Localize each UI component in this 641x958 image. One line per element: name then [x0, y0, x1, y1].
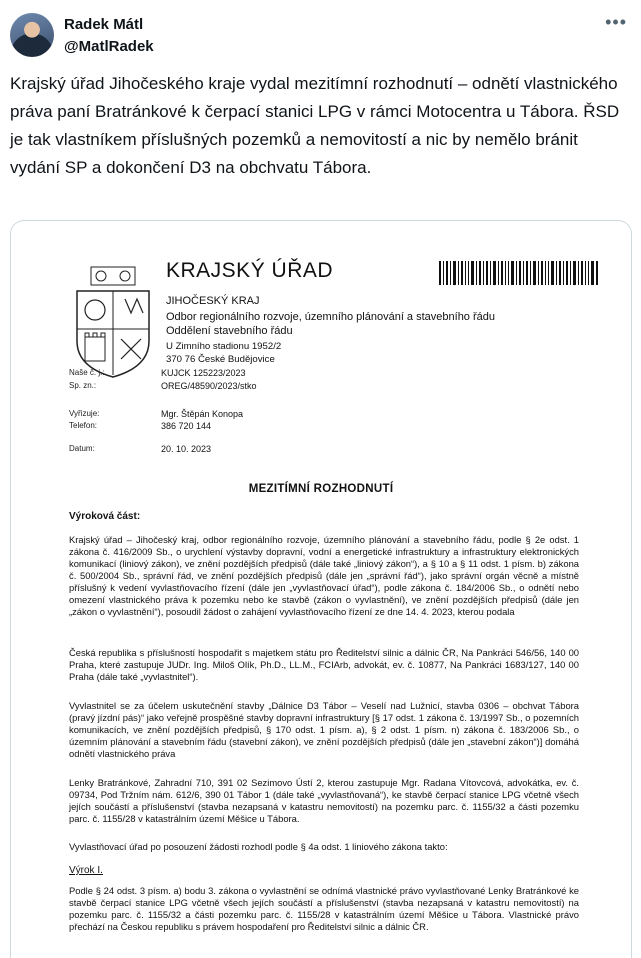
post-text: Krajský úřad Jihočeského kraje vydal mezitímní rozhodnutí – odnětí vlastnického práva paní Bratránkové k čerpací stanici LPG v rámci Motocentra u Tábora. ŘSD je tak vlastníkem příslušných pozemků a nemovitostí a nic by nemělo bránit vydání SP a dokončení D3 na obchvatu Tábora. — [10, 74, 620, 177]
document-subheading: Výroková část: — [69, 511, 141, 522]
header-line: JIHOČESKÝ KRAJ — [166, 295, 260, 307]
barcode-icon — [439, 261, 599, 289]
document-paragraph: Vyvlastňovací úřad po posouzení žádosti rozhodl podle § 4a odst. 1 liniového zákona takto: — [69, 841, 448, 852]
header-line: Odbor regionálního rozvoje, územního plánování a stavebního řádu — [166, 311, 495, 323]
attached-image[interactable] — [10, 220, 632, 958]
header-line: Oddělení stavebního řádu — [166, 325, 293, 337]
document-heading: MEZITÍMNÍ ROZHODNUTÍ — [248, 483, 394, 495]
meta-label: Datum: — [69, 444, 95, 453]
document-paragraph: Podle § 24 odst. 3 písm. a) bodu 3. zákona o vyvlastnění se odnímá vlastnické právo vyvlastňované Lenky Bratránkové ke stavbě čerpací stanice LPG včetně všech jejích součástí a příslušenství (stavba nezapsaná v katastru nemovitostí) na pozemku parc. č. 1155/32 a části pozemku parc. č. 1155/28 v katastrálním území Měšice u Tábora. Vlastnické právo přechází na Českou republiku s právem hospodaření pro Ředitelství silnic a dálnic ČR. — [69, 885, 579, 932]
meta-value: 386 720 144 — [161, 421, 212, 431]
meta-value: OREG/48590/2023/stko — [161, 381, 257, 391]
post-header — [0, 0, 641, 64]
header-line: U Zimního stadionu 1952/2 — [166, 341, 282, 352]
document-paragraph: Lenky Bratránkové, Zahradní 710, 391 02 Sezimovo Ústí 2, kterou zastupuje Mgr. Radana Vítovcová, advokátka, ev. č. 09734, Pod Tržním nám. 612/6, 390 01 Tábor 1 (dále také „vyvlastňovaná“), ke stavbě čerpací stanice LPG včetně všech jejích součástí a příslušenství (stavba nezapsaná v katastru nemovitostí) na pozemku parc. č. 1155/32 a části pozemku parc. č. 1155/28 v katastrálním území Měšice u Tábora. — [69, 777, 579, 824]
author-handle[interactable]: @MatlRadek — [64, 38, 154, 55]
document-paragraph: Vyvlastnitel se za účelem uskutečnění stavby „Dálnice D3 Tábor – Veselí nad Lužnicí, stavba 0306 – obchvat Tábora (pravý jízdní pás)“ jako veřejně prospěšné stavby dopravní infrastruktury [§ 17 odst. 1 zákona č. 13/1997 Sb., o pozemních komunikacích, ve znění pozdějších předpisů, § 170 odst. 1 písm. a), § 2 odst. 1 písm. n) zákona č. 183/2006 Sb., o územním plánování a stavebním řádu (stavební zákon), ve znění pozdějších předpisů (dále jen „stavební zákon“)] domáhá odnětí vlastnického práva — [69, 700, 579, 759]
meta-label: Sp. zn.: — [69, 381, 97, 390]
meta-label: Telefon: — [69, 421, 98, 430]
avatar[interactable] — [10, 13, 54, 57]
meta-label: Naše č. j.: — [69, 368, 105, 377]
meta-value: KUJCK 125223/2023 — [161, 368, 246, 378]
more-options-icon[interactable]: ••• — [605, 12, 627, 32]
document-scan — [11, 221, 631, 958]
author-name[interactable]: Radek Mátl — [64, 16, 144, 33]
document-title: KRAJSKÝ ÚŘAD — [166, 259, 334, 282]
coat-of-arms-icon — [71, 263, 155, 379]
document-paragraph: Česká republika s příslušností hospodařit s majetkem státu pro Ředitelství silnic a dálnic ČR, Na Pankráci 546/56, 140 00 Praha, které zastupuje JUDr. Ing. Miloš Olík, Ph.D., LL.M., FCIArb, advokát, ev. č. 10877, Na Pankráci 1683/127, 140 00 Praha (dále také „vyvlastnitel“). — [69, 647, 579, 682]
document-paragraph: Krajský úřad – Jihočeský kraj, odbor regionálního rozvoje, územního plánování a stavebního řádu, podle § 2e odst. 1 zákona č. 416/2009 Sb., o urychlení výstavby dopravní, vodní a energetické infrastruktury a infrastruktury elektronických komunikací (liniový zákon), ve znění pozdějších předpisů (dále také „liniový zákon“), a § 10 a § 11 odst. 1 písm. b) zákona č. 500/2004 Sb., správní řád, ve znění pozdějších předpisů (dále jen „správní řád“), jako správní orgán věcně a místně příslušný k vedení vyvlastňovacího řízení (dále jen „vyvlastňovací úřad“), podle zákona č. 184/2006 Sb., o odnětí nebo omezení vlastnického práva k pozemku nebo ke stavbě (zákon o vyvlastnění), ve znění pozdějších předpisů (dále jen „zákon o vyvlastnění“), posoudil žádost o zahájení vyvlastňovacího řízení ze dne 14. 4. 2023, kterou podala — [69, 534, 579, 617]
verdict-label: Výrok I. — [69, 865, 103, 876]
meta-value: Mgr. Štěpán Konopa — [161, 409, 244, 419]
meta-label: Vyřizuje: — [69, 409, 100, 418]
header-line: 370 76 České Budějovice — [166, 354, 275, 365]
meta-value: 20. 10. 2023 — [161, 444, 212, 454]
